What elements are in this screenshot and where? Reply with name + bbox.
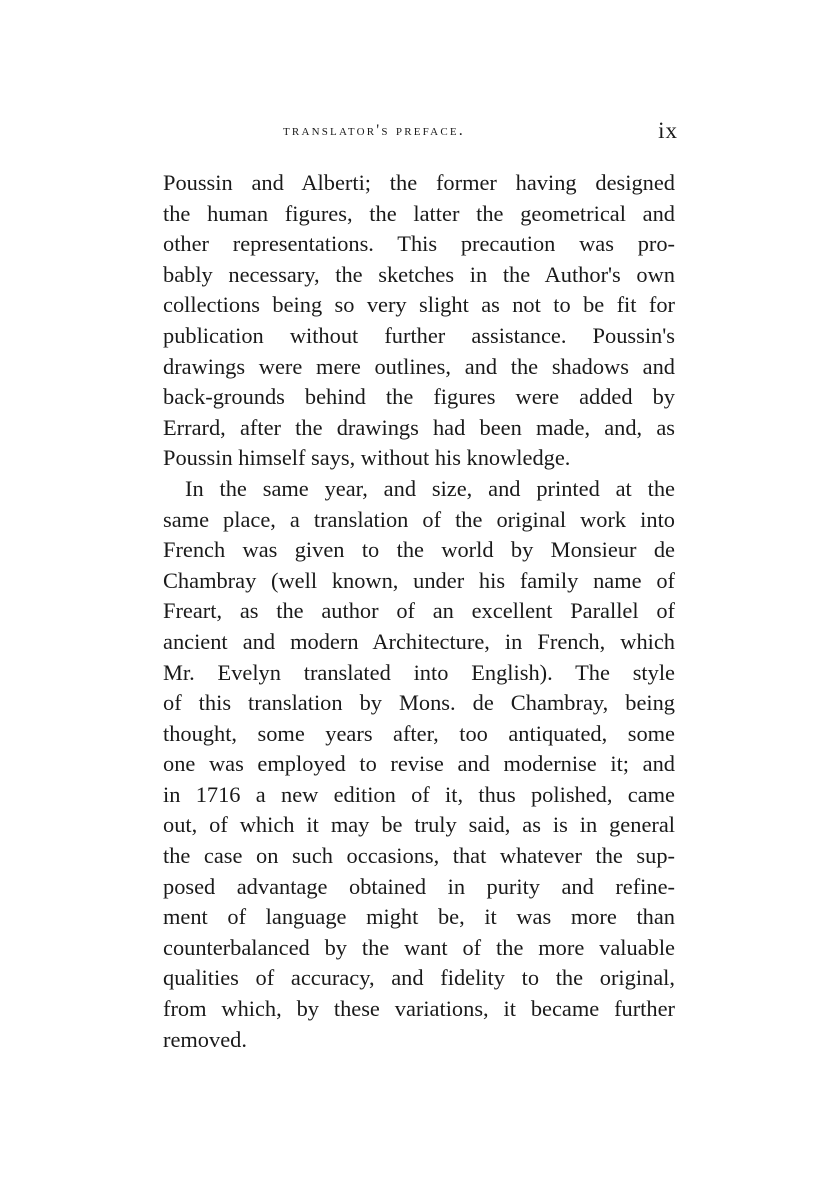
text-line: Chambray (well known, under his family name of (163, 567, 675, 593)
text-line: qualities of accuracy, and fidelity to the original, (163, 965, 675, 991)
text-line: one was employed to revise and modernise it; and (163, 751, 675, 777)
text-line: from which, by these variations, it became further (163, 996, 675, 1022)
text-line: publication without further assistance. Poussin's (163, 322, 675, 348)
body-text (163, 168, 675, 1055)
page-header (163, 118, 678, 150)
text-line: ment of language might be, it was more than (163, 904, 675, 930)
text-line: In the same year, and size, and printed at the (185, 475, 675, 501)
text-line: Poussin himself says, without his knowledge. (163, 445, 571, 471)
text-line: Errard, after the drawings had been made, and, as (163, 414, 675, 440)
text-line: removed. (163, 1026, 247, 1052)
text-line: ancient and modern Architecture, in French, which (163, 628, 675, 654)
text-line: bably necessary, the sketches in the Author's own (163, 261, 675, 287)
text-line: back-grounds behind the figures were added by (163, 384, 675, 410)
text-line: Freart, as the author of an excellent Parallel of (163, 598, 675, 624)
text-line: other representations. This precaution was pro- (163, 231, 675, 257)
text-line: counterbalanced by the want of the more valuable (163, 934, 675, 960)
running-head: translator's preface. (283, 122, 465, 139)
text-line: same place, a translation of the original work into (163, 506, 675, 532)
text-line: French was given to the world by Monsieur de (163, 537, 675, 563)
text-line: out, of which it may be truly said, as is in general (163, 812, 675, 838)
text-line: of this translation by Mons. de Chambray, being (163, 690, 675, 716)
paragraph-1 (163, 168, 675, 474)
text-line: Poussin and Alberti; the former having designed (163, 170, 675, 195)
paragraph-2 (163, 474, 675, 1055)
text-line: the human figures, the latter the geometrical and (163, 200, 675, 226)
text-line: drawings were mere outlines, and the shadows and (163, 353, 675, 379)
text-line: the case on such occasions, that whatever the sup- (163, 843, 675, 869)
text-line: collections being so very slight as not to be fit for (163, 292, 675, 318)
text-line: thought, some years after, too antiquated, some (163, 720, 675, 746)
text-line: in 1716 a new edition of it, thus polished, came (163, 781, 675, 807)
page-number: ix (658, 118, 678, 143)
text-line: Mr. Evelyn translated into English). The style (163, 659, 675, 685)
text-line: posed advantage obtained in purity and refine- (163, 873, 675, 899)
